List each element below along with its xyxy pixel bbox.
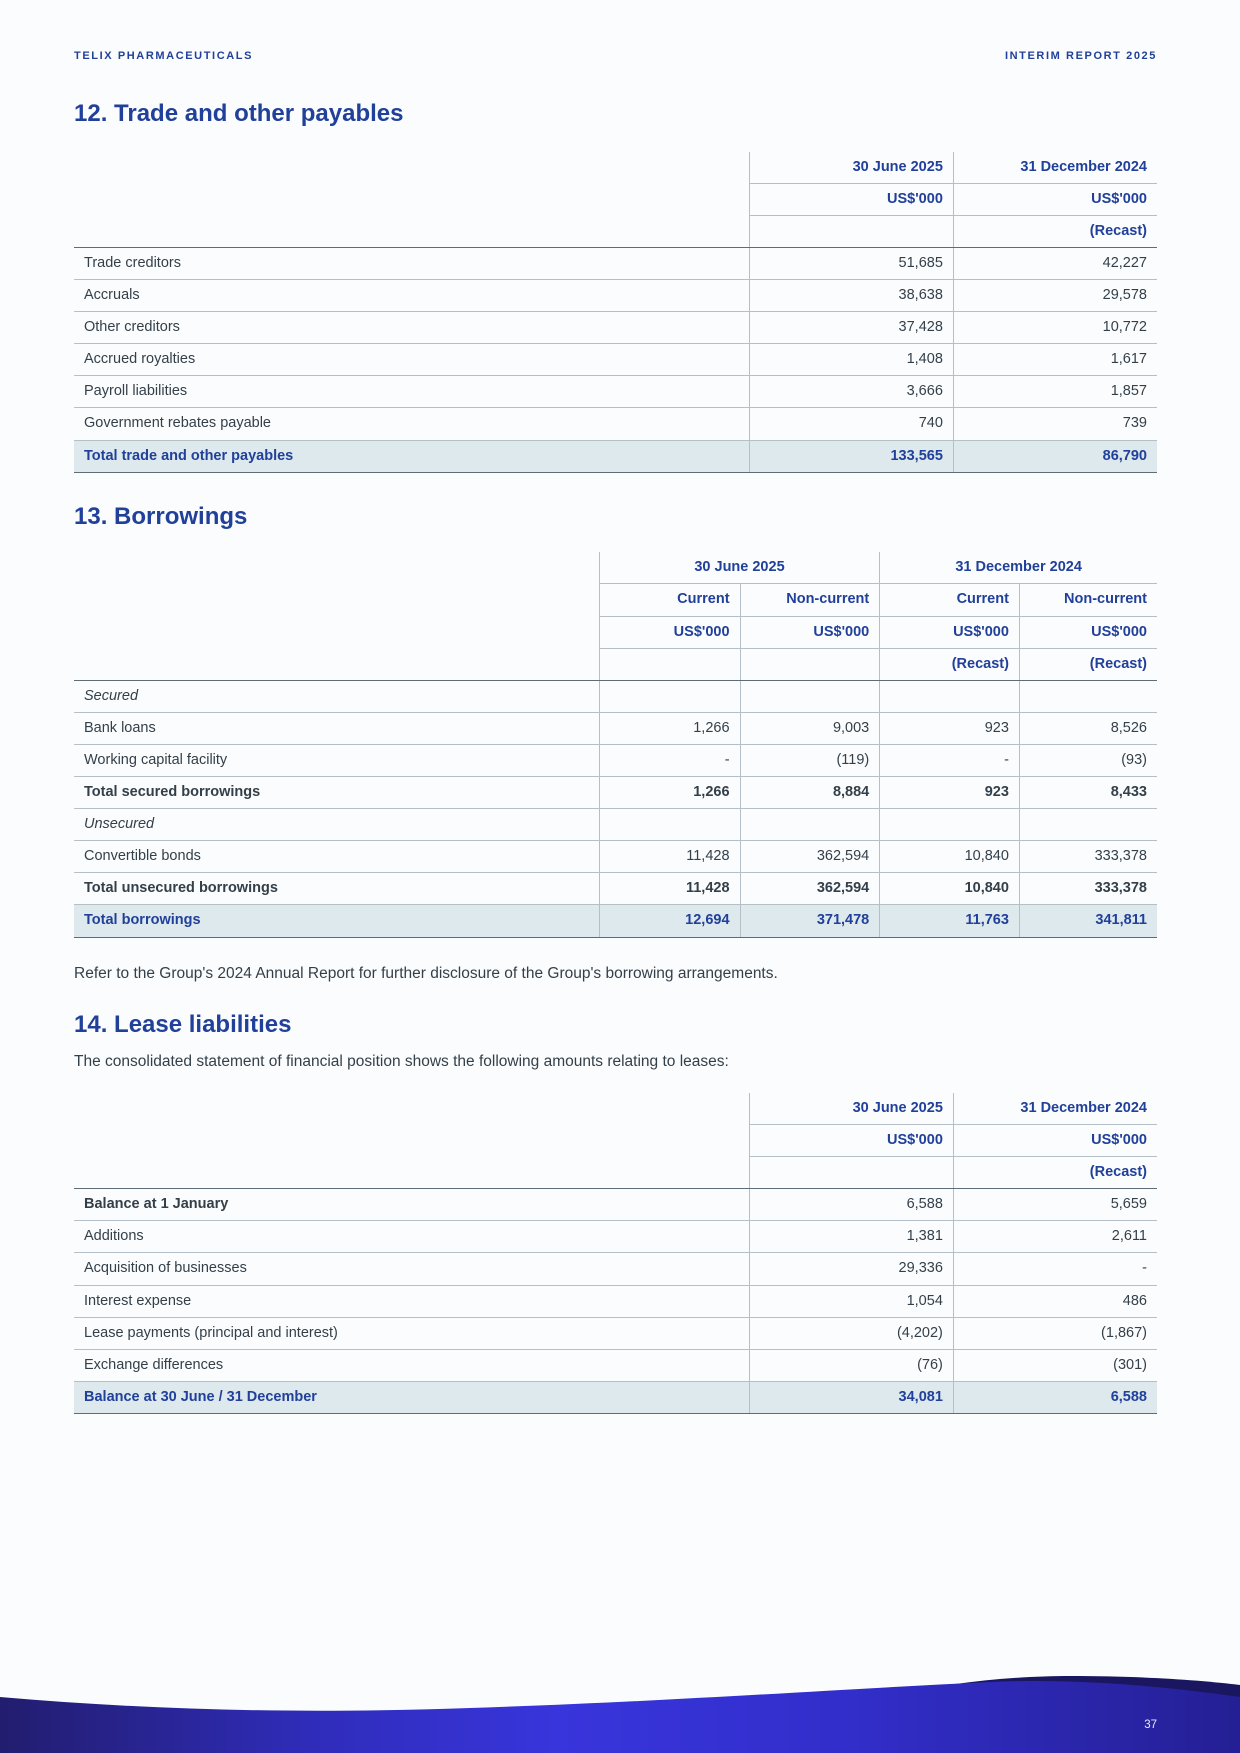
row-value: 8,433 <box>1019 777 1157 809</box>
row-value: 9,003 <box>740 712 880 744</box>
recast-header <box>599 648 740 680</box>
row-value: - <box>599 744 740 776</box>
row-value: 923 <box>880 777 1020 809</box>
row-value: (4,202) <box>750 1317 954 1349</box>
row-label: Working capital facility <box>74 744 599 776</box>
table-unit-header-row <box>74 183 1157 215</box>
subheader-non-current: Non-current <box>1019 584 1157 616</box>
row-value: 333,378 <box>1019 873 1157 905</box>
unit-header: US$'000 <box>750 183 954 215</box>
page-content <box>74 0 1157 1414</box>
recast-header: (Recast) <box>1019 648 1157 680</box>
col-header-31-december-2024: 31 December 2024 <box>953 152 1157 184</box>
header-report-name: INTERIM REPORT 2025 <box>1004 50 1157 62</box>
borrowings-note: Refer to the Group's 2024 Annual Report for further disclosure of the Group's borrowing arrangements. <box>74 964 778 982</box>
subheader-non-current: Non-current <box>740 584 880 616</box>
empty-header-cell <box>74 215 750 247</box>
col-header-31-december-2024: 31 December 2024 <box>953 1093 1157 1125</box>
table-unit-header-row <box>74 616 1157 648</box>
page-number: 37 <box>1144 1719 1157 1731</box>
unit-header: US$'000 <box>750 1125 954 1157</box>
lease-liabilities-table <box>74 1093 1157 1414</box>
group-header-30-june-2025: 30 June 2025 <box>599 552 879 584</box>
row-value: 8,526 <box>1019 712 1157 744</box>
row-value: 29,578 <box>953 280 1157 312</box>
lease-intro-text: The consolidated statement of financial position shows the following amounts relating to leases: <box>74 1052 729 1070</box>
row-label: Unsecured <box>74 809 599 841</box>
row-value: 362,594 <box>740 841 880 873</box>
recast-header: (Recast) <box>953 215 1157 247</box>
table-date-header-row <box>74 1093 1157 1125</box>
row-value: 29,336 <box>750 1253 954 1285</box>
lease-table-head <box>74 1093 1157 1189</box>
table-unit-header-row <box>74 1125 1157 1157</box>
document-header <box>74 0 1157 62</box>
recast-header <box>740 648 880 680</box>
row-value <box>1019 680 1157 712</box>
table-row <box>74 1221 1157 1253</box>
header-company-name: TELIX PHARMACEUTICALS <box>74 50 254 62</box>
recast-header: (Recast) <box>953 1157 1157 1189</box>
borrowings-table-body <box>74 680 1157 937</box>
row-value: 2,611 <box>953 1221 1157 1253</box>
row-value: 1,381 <box>750 1221 954 1253</box>
table-row <box>74 1253 1157 1285</box>
subheader-current: Current <box>880 584 1020 616</box>
section-14-title: 14. Lease liabilities <box>74 1010 292 1038</box>
row-label: Bank loans <box>74 712 599 744</box>
row-label: Total trade and other payables <box>74 440 750 472</box>
row-label: Government rebates payable <box>74 408 750 440</box>
row-value: 1,266 <box>599 712 740 744</box>
table-recast-header-row <box>74 1157 1157 1189</box>
empty-header-cell <box>74 648 599 680</box>
empty-header-cell <box>74 584 599 616</box>
row-value: 1,408 <box>750 344 954 376</box>
row-value: 11,428 <box>599 873 740 905</box>
unit-header: US$'000 <box>880 616 1020 648</box>
row-value: 3,666 <box>750 376 954 408</box>
table-row <box>74 1349 1157 1381</box>
row-value: 10,840 <box>880 873 1020 905</box>
table-row <box>74 744 1157 776</box>
col-header-30-june-2025: 30 June 2025 <box>750 1093 954 1125</box>
trade-payables-table-body <box>74 247 1157 472</box>
unit-header: US$'000 <box>1019 616 1157 648</box>
empty-header-cell <box>74 552 599 584</box>
table-row <box>74 247 1157 279</box>
row-value: 133,565 <box>750 440 954 472</box>
row-value: 362,594 <box>740 873 880 905</box>
row-label: Trade creditors <box>74 247 750 279</box>
empty-header-cell <box>74 152 750 184</box>
table-total-row <box>74 1381 1157 1413</box>
table-row <box>74 408 1157 440</box>
unit-header: US$'000 <box>953 183 1157 215</box>
row-label: Balance at 30 June / 31 December <box>74 1381 750 1413</box>
section-13-title: 13. Borrowings <box>74 502 248 530</box>
lease-table-body <box>74 1189 1157 1414</box>
recast-header: (Recast) <box>880 648 1020 680</box>
group-header-31-december-2024: 31 December 2024 <box>880 552 1157 584</box>
table-row <box>74 376 1157 408</box>
table-row <box>74 280 1157 312</box>
table-row <box>74 777 1157 809</box>
row-value <box>740 680 880 712</box>
row-value: 739 <box>953 408 1157 440</box>
table-row <box>74 1189 1157 1221</box>
row-label: Accruals <box>74 280 750 312</box>
empty-header-cell <box>74 1125 750 1157</box>
row-label: Lease payments (principal and interest) <box>74 1317 750 1349</box>
table-recast-header-row <box>74 648 1157 680</box>
row-value: 11,428 <box>599 841 740 873</box>
col-header-30-june-2025: 30 June 2025 <box>750 152 954 184</box>
row-value <box>1019 809 1157 841</box>
row-value: 1,857 <box>953 376 1157 408</box>
row-value: 486 <box>953 1285 1157 1317</box>
row-label: Secured <box>74 680 599 712</box>
subheader-current: Current <box>599 584 740 616</box>
row-label: Additions <box>74 1221 750 1253</box>
row-value <box>599 809 740 841</box>
table-date-header-row <box>74 152 1157 184</box>
row-value: 6,588 <box>953 1381 1157 1413</box>
row-label: Accrued royalties <box>74 344 750 376</box>
table-total-row <box>74 905 1157 937</box>
row-value: - <box>953 1253 1157 1285</box>
footer-wave-graphic <box>0 1588 1240 1753</box>
row-value: 341,811 <box>1019 905 1157 937</box>
row-value: 38,638 <box>750 280 954 312</box>
borrowings-table <box>74 552 1157 937</box>
table-total-row <box>74 440 1157 472</box>
row-value <box>880 809 1020 841</box>
row-label: Exchange differences <box>74 1349 750 1381</box>
table-row <box>74 344 1157 376</box>
row-value: 12,694 <box>599 905 740 937</box>
row-value: 740 <box>750 408 954 440</box>
row-value: 10,840 <box>880 841 1020 873</box>
row-value: 10,772 <box>953 312 1157 344</box>
table-subheader-row <box>74 584 1157 616</box>
table-row <box>74 873 1157 905</box>
table-row <box>74 809 1157 841</box>
row-label: Balance at 1 January <box>74 1189 750 1221</box>
row-value: (1,867) <box>953 1317 1157 1349</box>
section-12-title: 12. Trade and other payables <box>74 100 404 127</box>
row-value: 42,227 <box>953 247 1157 279</box>
row-label: Payroll liabilities <box>74 376 750 408</box>
table-date-header-row <box>74 552 1157 584</box>
unit-header: US$'000 <box>953 1125 1157 1157</box>
table-row <box>74 312 1157 344</box>
borrowings-table-head <box>74 552 1157 680</box>
row-value: 34,081 <box>750 1381 954 1413</box>
footer-wave <box>0 1588 1240 1753</box>
row-value: 6,588 <box>750 1189 954 1221</box>
row-label: Convertible bonds <box>74 841 599 873</box>
recast-header <box>750 215 954 247</box>
empty-header-cell <box>74 183 750 215</box>
row-label: Other creditors <box>74 312 750 344</box>
row-label: Acquisition of businesses <box>74 1253 750 1285</box>
row-value: (119) <box>740 744 880 776</box>
row-value: 51,685 <box>750 247 954 279</box>
table-row <box>74 841 1157 873</box>
front-wave <box>0 1681 1240 1753</box>
empty-header-cell <box>74 1093 750 1125</box>
row-value <box>599 680 740 712</box>
row-value: 37,428 <box>750 312 954 344</box>
row-value: 333,378 <box>1019 841 1157 873</box>
row-value: 923 <box>880 712 1020 744</box>
row-value: (301) <box>953 1349 1157 1381</box>
row-label: Total unsecured borrowings <box>74 873 599 905</box>
table-row <box>74 712 1157 744</box>
row-label: Interest expense <box>74 1285 750 1317</box>
table-row <box>74 680 1157 712</box>
row-value: 8,884 <box>740 777 880 809</box>
table-row <box>74 1285 1157 1317</box>
unit-header: US$'000 <box>740 616 880 648</box>
empty-header-cell <box>74 1157 750 1189</box>
row-value: 5,659 <box>953 1189 1157 1221</box>
row-value: 11,763 <box>880 905 1020 937</box>
unit-header: US$'000 <box>599 616 740 648</box>
row-value: 86,790 <box>953 440 1157 472</box>
row-value: 1,266 <box>599 777 740 809</box>
row-label: Total secured borrowings <box>74 777 599 809</box>
empty-header-cell <box>74 616 599 648</box>
trade-payables-table <box>74 152 1157 473</box>
row-value: (93) <box>1019 744 1157 776</box>
row-value: 1,617 <box>953 344 1157 376</box>
row-value <box>880 680 1020 712</box>
row-value: 371,478 <box>740 905 880 937</box>
row-label: Total borrowings <box>74 905 599 937</box>
row-value: 1,054 <box>750 1285 954 1317</box>
row-value: (76) <box>750 1349 954 1381</box>
trade-payables-table-head <box>74 152 1157 248</box>
table-row <box>74 1317 1157 1349</box>
table-recast-header-row <box>74 215 1157 247</box>
row-value <box>740 809 880 841</box>
recast-header <box>750 1157 954 1189</box>
row-value: - <box>880 744 1020 776</box>
